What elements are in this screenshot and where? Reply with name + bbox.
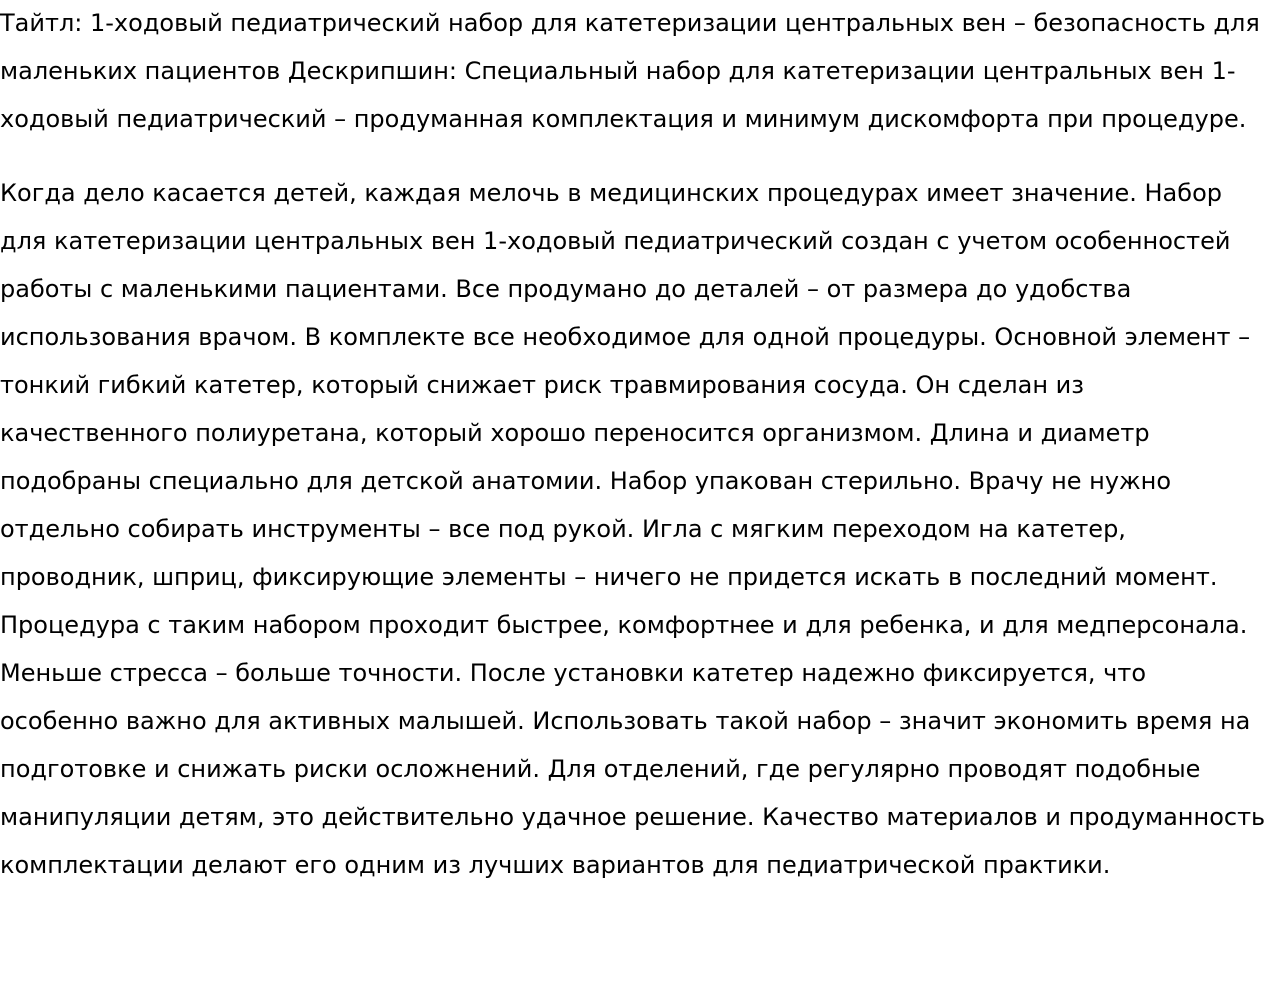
title-description-paragraph: Тайтл: 1-ходовый педиатрический набор для катетеризации центральных вен – безопасность для маленьких пациентов Дескрипшин: Специальный набор для катетеризации центральных вен 1-ходовый педиатрический – продуманная комплектация и минимум дискомфорта при процедуре.	[0, 9, 1260, 133]
body-paragraph: Когда дело касается детей, каждая мелочь в медицинских процедурах имеет значение. Набор для катетеризации центральных вен 1-ходовый педиатрический создан с учетом особенностей работы с маленькими пациентами. Все продумано до деталей – от размера до удобства использования врачом. В комплекте все необходимое для одной процедуры. Основной элемент – тонкий гибкий катетер, который снижает риск травмирования сосуда. Он сделан из качественного полиуретана, который хорошо переносится организмом. Длина и диаметр подобраны специально для детской анатомии. Набор упакован стерильно. Врачу не нужно отдельно собирать инструменты – все под рукой. Игла с мягким переходом на катетер, проводник, шприц, фиксирующие элементы – ничего не придется искать в последний момент. Процедура с таким набором проходит быстрее, комфортнее и для ребенка, и для медперсонала. Меньше стресса – больше точности. После установки катетер надежно фиксируется, что особенно важно для активных малышей. Использовать такой набор – значит экономить время на подготовке и снижать риски осложнений. Для отделений, где регулярно проводят подобные манипуляции детям, это действительно удачное решение. Качество материалов и продуманность комплектации делают его одним из лучших вариантов для педиатрической практики.	[0, 179, 1266, 879]
